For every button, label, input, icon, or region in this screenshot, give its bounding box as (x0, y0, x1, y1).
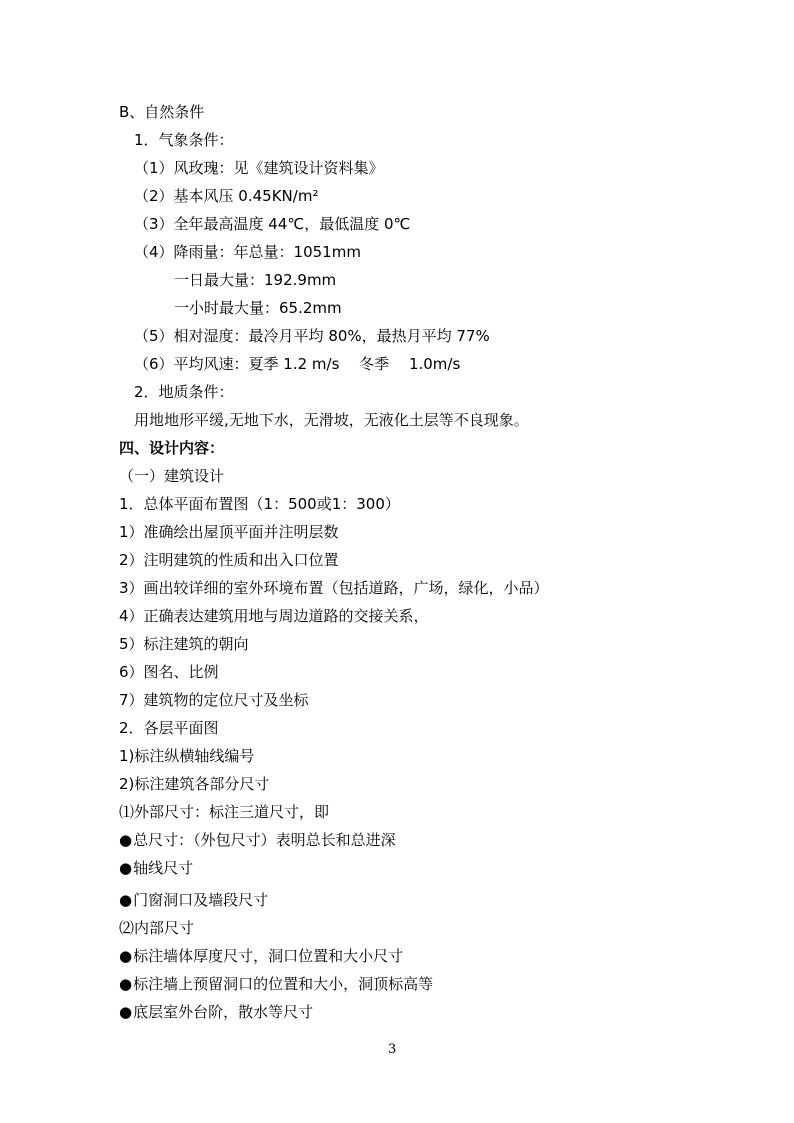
section-heading: 四、设计内容： (119, 439, 225, 457)
text-line: （4）降雨量：年总量：1051mm (134, 243, 361, 261)
bullet-item (119, 974, 433, 994)
subsection-heading: （一）建筑设计 (119, 467, 225, 485)
bullet-icon: ● (119, 947, 133, 965)
bullet-text: 轴线尺寸 (133, 859, 194, 877)
bullet-icon: ● (119, 1003, 133, 1021)
bullet-text: 总尺寸：（外包尺寸）表明总长和总进深 (133, 831, 396, 849)
list-item: 1）准确绘出屋顶平面并注明层数 (119, 523, 339, 541)
bullet-icon: ● (119, 831, 133, 849)
subsection-heading: 2．地质条件： (134, 383, 234, 401)
section-heading: B、自然条件 (119, 103, 205, 121)
text-line: （1）风玫瑰：见《建筑设计资料集》 (134, 159, 384, 177)
list-item: 2)标注建筑各部分尺寸 (119, 775, 270, 793)
text-line: （3）全年最高温度 44℃，最低温度 0℃ (134, 215, 411, 233)
text-line: 一小时最大量：65.2mm (174, 299, 342, 317)
bullet-icon: ● (119, 891, 133, 909)
page-number: 3 (388, 1042, 397, 1057)
text-line: 一日最大量：192.9mm (174, 271, 337, 289)
text-line: 用地地形平缓,无地下水，无滑坡，无液化土层等不良现象。 (134, 411, 529, 429)
subsection-heading: 1．气象条件： (134, 131, 234, 149)
list-item: 7）建筑物的定位尺寸及坐标 (119, 691, 309, 709)
list-item: 2）注明建筑的性质和出入口位置 (119, 551, 339, 569)
list-item: 6）图名、比例 (119, 663, 219, 681)
text-line: 1．总体平面布置图（1：500或1：300） (119, 495, 400, 513)
list-item: 5）标注建筑的朝向 (119, 635, 249, 653)
text-line: 2．各层平面图 (119, 719, 219, 737)
bullet-text: 门窗洞口及墙段尺寸 (133, 891, 269, 909)
bullet-item (119, 1002, 313, 1022)
bullet-item (119, 946, 403, 966)
bullet-text: 底层室外台阶，散水等尺寸 (133, 1003, 314, 1021)
bullet-icon: ● (119, 859, 133, 877)
bullet-icon: ● (119, 975, 133, 993)
list-item: 1)标注纵横轴线编号 (119, 747, 255, 765)
text-line: （5）相对湿度：最冷月平均 80%，最热月平均 77% (134, 327, 490, 345)
bullet-item (119, 890, 268, 910)
list-item: ⑴外部尺寸：标注三道尺寸，即 (119, 803, 330, 821)
list-item: 4）正确表达建筑用地与周边道路的交接关系， (119, 607, 429, 625)
bullet-text: 标注墙上预留洞口的位置和大小，洞顶标高等 (133, 975, 434, 993)
bullet-item (119, 830, 396, 850)
list-item: ⑵内部尺寸 (119, 919, 195, 937)
bullet-text: 标注墙体厚度尺寸，洞口位置和大小尺寸 (133, 947, 404, 965)
list-item: 3）画出较详细的室外环境布置（包括道路，广场，绿化，小品） (119, 579, 549, 597)
text-line: （2）基本风压 0.45KN/m² (134, 187, 319, 205)
bullet-item (119, 858, 193, 878)
text-line: （6）平均风速：夏季 1.2 m/s 冬季 1.0m/s (134, 355, 461, 373)
